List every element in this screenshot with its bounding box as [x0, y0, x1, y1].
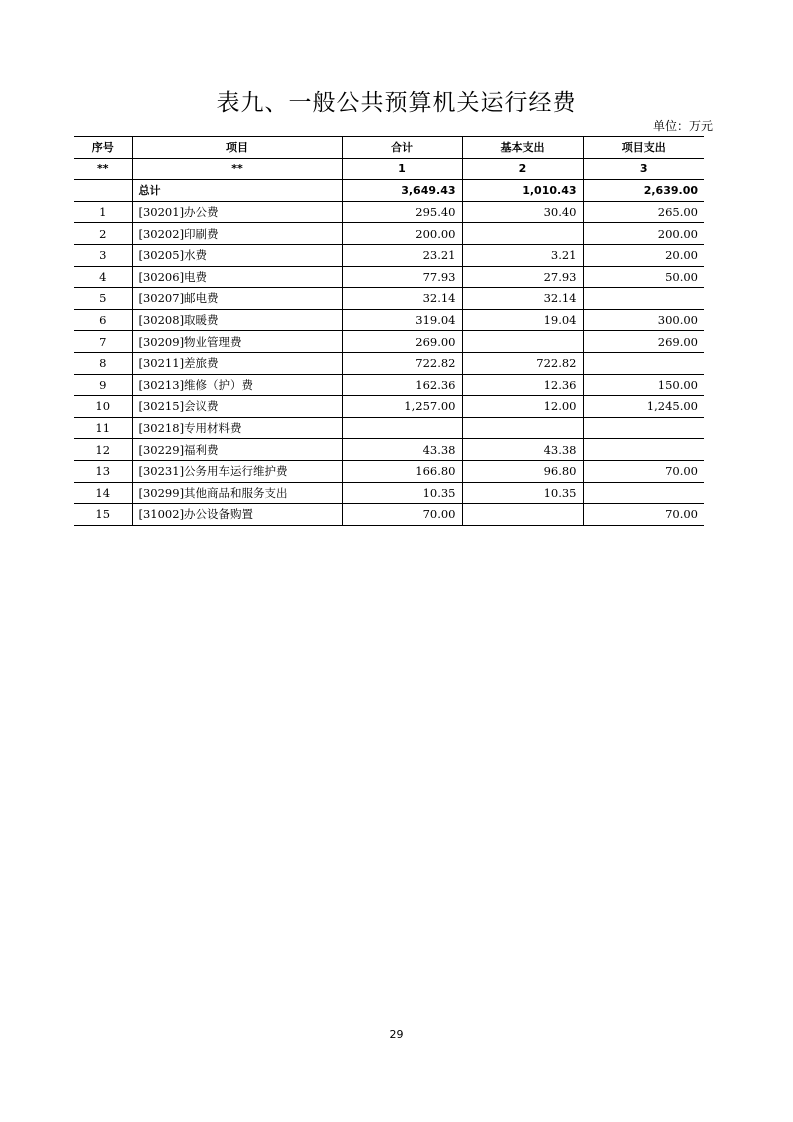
cell-project: 150.00 [583, 374, 704, 396]
cell-item: [30205]水费 [132, 244, 342, 266]
cell-total: 295.40 [342, 201, 462, 223]
table-row [74, 288, 704, 310]
cell-basic: 96.80 [462, 460, 583, 482]
cell-project: 269.00 [583, 331, 704, 353]
table-row [74, 439, 704, 461]
cell-item: [30206]电费 [132, 266, 342, 288]
cell-seq: 9 [74, 374, 132, 396]
cell-item: [30231]公务用车运行维护费 [132, 460, 342, 482]
cell-item: [30208]取暖费 [132, 309, 342, 331]
total-label: 总计 [132, 180, 342, 202]
cell-item: [30218]专用材料费 [132, 417, 342, 439]
cell-total: 269.00 [342, 331, 462, 353]
header-project: 项目支出 [583, 137, 704, 159]
cell-item: [30211]差旅费 [132, 352, 342, 374]
unit-label: 单位：万元 [652, 119, 713, 133]
code-basic: 2 [462, 158, 583, 180]
table-row [74, 266, 704, 288]
cell-seq: 15 [74, 504, 132, 526]
cell-project: 70.00 [583, 460, 704, 482]
cell-item: [30299]其他商品和服务支出 [132, 482, 342, 504]
cell-seq: 13 [74, 460, 132, 482]
cell-basic [462, 504, 583, 526]
page-number: 29 [389, 1028, 404, 1041]
table-row [74, 331, 704, 353]
cell-seq: 5 [74, 288, 132, 310]
cell-item: [30202]印刷费 [132, 223, 342, 245]
cell-item: [30209]物业管理费 [132, 331, 342, 353]
cell-seq: 7 [74, 331, 132, 353]
cell-seq: 3 [74, 244, 132, 266]
cell-basic: 43.38 [462, 439, 583, 461]
cell-project: 50.00 [583, 266, 704, 288]
cell-total: 200.00 [342, 223, 462, 245]
page-title: 表九、一般公共预算机关运行经费 [216, 90, 577, 116]
cell-basic: 32.14 [462, 288, 583, 310]
cell-basic: 12.36 [462, 374, 583, 396]
table-row [74, 482, 704, 504]
cell-item: [30213]维修（护）费 [132, 374, 342, 396]
table-row [74, 309, 704, 331]
cell-item: [30215]会议费 [132, 396, 342, 418]
cell-seq: 1 [74, 201, 132, 223]
header-row [74, 137, 704, 159]
cell-total: 722.82 [342, 352, 462, 374]
cell-basic: 12.00 [462, 396, 583, 418]
cell-seq: 12 [74, 439, 132, 461]
cell-total: 43.38 [342, 439, 462, 461]
cell-project: 1,245.00 [583, 396, 704, 418]
cell-seq: 2 [74, 223, 132, 245]
cell-project: 20.00 [583, 244, 704, 266]
cell-project [583, 417, 704, 439]
cell-seq: 6 [74, 309, 132, 331]
cell-total: 70.00 [342, 504, 462, 526]
total-row [74, 180, 704, 202]
header-seq: 序号 [74, 137, 132, 159]
cell-total: 77.93 [342, 266, 462, 288]
code-seq: ** [74, 158, 132, 180]
code-total: 1 [342, 158, 462, 180]
cell-project: 300.00 [583, 309, 704, 331]
cell-seq: 11 [74, 417, 132, 439]
cell-project [583, 352, 704, 374]
cell-total: 166.80 [342, 460, 462, 482]
total-basic: 1,010.43 [462, 180, 583, 202]
cell-project: 265.00 [583, 201, 704, 223]
table-row [74, 504, 704, 526]
cell-item: [30207]邮电费 [132, 288, 342, 310]
cell-project [583, 288, 704, 310]
header-basic: 基本支出 [462, 137, 583, 159]
cell-basic: 722.82 [462, 352, 583, 374]
table-row [74, 223, 704, 245]
cell-basic [462, 417, 583, 439]
table-row [74, 244, 704, 266]
cell-project: 70.00 [583, 504, 704, 526]
cell-basic: 10.35 [462, 482, 583, 504]
total-project: 2,639.00 [583, 180, 704, 202]
cell-project [583, 482, 704, 504]
total-total: 3,649.43 [342, 180, 462, 202]
header-total: 合计 [342, 137, 462, 159]
cell-seq: 14 [74, 482, 132, 504]
code-row [74, 158, 704, 180]
header-item: 项目 [132, 137, 342, 159]
cell-seq: 4 [74, 266, 132, 288]
cell-basic: 30.40 [462, 201, 583, 223]
cell-item: [30201]办公费 [132, 201, 342, 223]
code-item: ** [132, 158, 342, 180]
code-project: 3 [583, 158, 704, 180]
cell-total: 162.36 [342, 374, 462, 396]
cell-project: 200.00 [583, 223, 704, 245]
table-row [74, 460, 704, 482]
table-row [74, 417, 704, 439]
budget-table [74, 136, 704, 526]
total-seq [74, 180, 132, 202]
cell-basic: 27.93 [462, 266, 583, 288]
cell-item: [30229]福利费 [132, 439, 342, 461]
cell-total [342, 417, 462, 439]
cell-seq: 10 [74, 396, 132, 418]
cell-total: 1,257.00 [342, 396, 462, 418]
cell-basic [462, 331, 583, 353]
cell-item: [31002]办公设备购置 [132, 504, 342, 526]
cell-total: 319.04 [342, 309, 462, 331]
cell-total: 10.35 [342, 482, 462, 504]
cell-seq: 8 [74, 352, 132, 374]
cell-total: 23.21 [342, 244, 462, 266]
table-row [74, 352, 704, 374]
table-row [74, 201, 704, 223]
cell-basic [462, 223, 583, 245]
table-row [74, 396, 704, 418]
cell-basic: 3.21 [462, 244, 583, 266]
cell-total: 32.14 [342, 288, 462, 310]
cell-project [583, 439, 704, 461]
cell-basic: 19.04 [462, 309, 583, 331]
table-row [74, 374, 704, 396]
